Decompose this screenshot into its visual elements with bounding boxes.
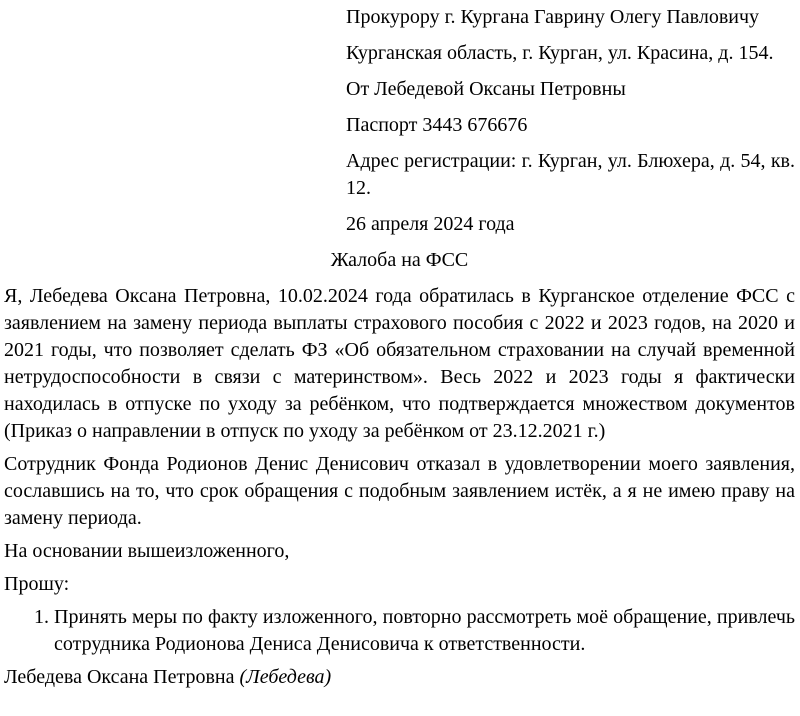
document-title: Жалоба на ФСС [330,249,469,271]
basis-line: На основании вышеизложенного, [4,540,290,562]
letter-header-block [346,4,795,238]
requests-list [4,604,795,658]
body-paragraph-1: Я, Лебедева Оксана Петровна, 10.02.2024 года обратилась в Курганское отделение ФСС с заявлением на замену периода выплаты страхового пособия с 2022 и 2023 годов, на 2020 и 2021 годы, что позволяет сделать ФЗ «Об обязательном страховании на случай временной нетрудоспособности в связи с материнством». Весь 2022 и 2023 годы я фактически находилась в отпуске по уходу за ребёнком, что подтверждается множеством документов (Приказ о направлении в отпуск по уходу за ребёнком от 23.12.2021 г.) [4,285,795,442]
registration-address-line: Адрес регистрации: г. Курган, ул. Блюхера, д. 54, кв. 12. [346,150,795,199]
signature-handwritten-note: (Лебедева) [239,666,332,688]
body-paragraph-2: Сотрудник Фонда Родионов Денис Денисович отказал в удовлетворении моего заявления, сославшись на то, что срок обращения с подобным заявлением истёк, а я не имею праву на замену периода. [4,453,795,529]
request-item-1: 1. Принять меры по факту изложенного, повторно рассмотреть моё обращение, привлечь сотрудника Родионова Дениса Денисовича к ответственности. [54,604,795,658]
addressee-line: Прокурору г. Кургана Гаврину Олегу Павловичу [346,6,760,28]
addressee-address-line: Курганская область, г. Курган, ул. Красина, д. 154. [346,42,774,64]
signature-line [4,664,795,691]
passport-line: Паспорт 3443 676676 [346,114,528,136]
signature-name: Лебедева Оксана Петровна [4,666,235,688]
sender-line: От Лебедевой Оксаны Петровны [346,78,626,100]
date-line: 26 апреля 2024 года [346,213,515,235]
request-label: Прошу: [4,573,70,595]
